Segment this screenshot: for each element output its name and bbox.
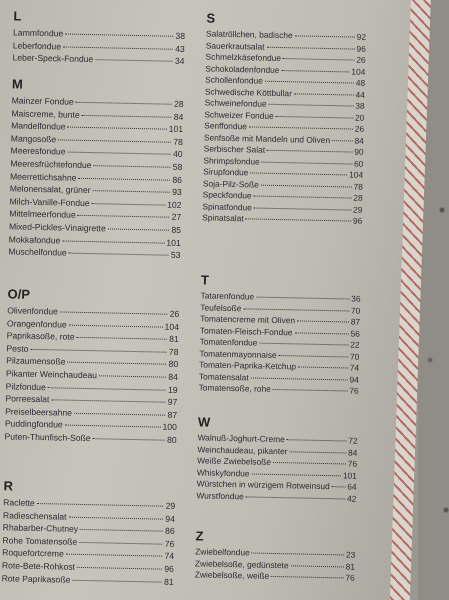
dot-leader xyxy=(243,308,349,311)
entry-name: Orangenfondue xyxy=(6,317,67,330)
dot-leader xyxy=(65,425,161,428)
entry-page-number: 93 xyxy=(172,186,182,198)
dot-leader xyxy=(69,253,169,256)
dot-leader xyxy=(332,486,346,487)
entry-name: Tomaten-Paprika-Ketchup xyxy=(199,359,297,372)
entry-page-number: 38 xyxy=(175,30,186,42)
dot-leader xyxy=(269,104,354,107)
entry-name: Tomatencreme mit Oliven xyxy=(200,313,296,326)
section-letter-heading: W xyxy=(197,414,211,430)
dot-leader xyxy=(261,184,352,187)
entry-name: Melonensalat, grüner xyxy=(9,183,91,196)
entry-page-number: 26 xyxy=(354,123,365,134)
entry-name: Weinchaudeau, pikanter xyxy=(197,443,288,456)
dot-leader xyxy=(290,451,347,453)
entry-name: Maiscreme, bunte xyxy=(11,107,80,120)
dot-leader xyxy=(256,297,349,300)
entry-page-number: 104 xyxy=(164,321,180,332)
entry-name: Wurstfondue xyxy=(196,489,244,501)
entry-page-number: 81 xyxy=(163,576,174,587)
entry-page-number: 80 xyxy=(168,359,179,370)
section-letter-heading: M xyxy=(11,76,23,92)
entry-page-number: 27 xyxy=(171,212,182,223)
entry-page-number: 97 xyxy=(167,396,178,408)
entry-name: Milch-Vanille-Fondue xyxy=(9,196,90,208)
dot-leader xyxy=(281,70,349,72)
entry-page-number: 94 xyxy=(349,374,359,385)
dot-leader xyxy=(78,215,170,218)
entry-page-number: 26 xyxy=(356,54,366,65)
entry-name: Whiskyfondue xyxy=(196,466,250,478)
section-letter-heading: S xyxy=(206,10,216,26)
dot-leader xyxy=(276,115,353,118)
dot-leader xyxy=(266,46,354,49)
entry-page-number: 70 xyxy=(349,351,360,362)
dot-leader xyxy=(294,93,354,95)
entry-page-number: 29 xyxy=(165,500,176,511)
entry-page-number: 96 xyxy=(352,215,363,226)
entry-name: Tomatenfondue xyxy=(199,336,258,348)
dot-leader xyxy=(78,177,170,180)
dot-leader xyxy=(295,35,355,37)
dot-leader xyxy=(79,542,163,545)
entry-page-number: 20 xyxy=(354,112,365,123)
entry-page-number: 78 xyxy=(353,181,364,192)
dot-leader xyxy=(51,399,165,402)
entry-name: Rhabarber-Chutney xyxy=(2,522,79,535)
dot-leader xyxy=(279,355,348,357)
section-letter-heading: L xyxy=(13,8,22,24)
entry-name: Spinatsalat xyxy=(202,212,244,224)
entry-page-number: 72 xyxy=(348,435,358,446)
entry-page-number: 29 xyxy=(353,204,363,215)
entry-name: Raclette xyxy=(3,497,35,508)
dot-leader xyxy=(262,161,352,164)
entry-name: Muschelfondue xyxy=(8,246,67,258)
entry-page-number: 43 xyxy=(175,43,185,54)
dot-leader xyxy=(37,503,164,507)
entry-name: Paprikasoße, rote xyxy=(6,330,75,342)
entry-name: Mokkafondue xyxy=(8,233,61,245)
dot-leader xyxy=(252,553,344,556)
entry-name: Mangosoße xyxy=(10,133,57,145)
dot-leader xyxy=(273,389,348,392)
entry-name: Teufelsoße xyxy=(200,301,242,313)
entry-name: Schollenfondue xyxy=(205,74,263,86)
dot-leader xyxy=(297,320,349,322)
entry-page-number: 87 xyxy=(167,409,178,420)
entry-name: Speckfondue xyxy=(202,189,252,201)
dot-leader xyxy=(92,190,170,193)
dot-leader xyxy=(254,195,352,198)
dot-leader xyxy=(271,576,343,579)
entry-page-number: 86 xyxy=(172,174,183,185)
index-left-column xyxy=(1,8,186,587)
entry-page-number: 96 xyxy=(164,563,174,574)
entry-page-number: 22 xyxy=(350,339,360,350)
dot-leader xyxy=(82,114,172,117)
section-letter-heading: T xyxy=(200,272,210,288)
dot-leader xyxy=(65,34,173,37)
entry-name: Rote Paprikasoße xyxy=(1,572,71,585)
entry-name: Olivenfondue xyxy=(7,305,59,317)
entry-name: Radieschensalat xyxy=(2,509,67,522)
index-section xyxy=(2,478,176,588)
entry-name: Zwiebelsoße, weiße xyxy=(194,569,270,581)
entry-page-number: 23 xyxy=(345,549,356,560)
dot-leader xyxy=(249,126,353,129)
index-entry xyxy=(8,245,180,261)
index-section xyxy=(196,414,358,504)
dot-leader xyxy=(294,332,348,334)
index-section xyxy=(195,528,356,584)
entry-page-number: 87 xyxy=(350,316,361,327)
entry-name: Schweinefondue xyxy=(204,97,267,109)
entry-name: Pilzaumensoße xyxy=(6,355,66,367)
entry-page-number: 48 xyxy=(355,77,366,88)
entry-page-number: 102 xyxy=(167,199,182,210)
dot-leader xyxy=(265,81,354,84)
entry-name: Leberfondue xyxy=(12,40,62,52)
section-letter-heading: O/P xyxy=(7,286,31,302)
entry-page-number: 64 xyxy=(347,481,357,492)
entry-name: Schweizer Fondue xyxy=(204,108,274,121)
entry-name: Pikanter Weinchaudeau xyxy=(5,368,98,381)
index-entry xyxy=(4,430,176,446)
entry-page-number: 92 xyxy=(356,31,367,42)
entry-page-number: 76 xyxy=(345,572,355,583)
entry-name: Mittelmeerfondue xyxy=(9,208,76,221)
dot-leader xyxy=(108,228,170,230)
entry-page-number: 70 xyxy=(350,305,361,316)
entry-page-number: 58 xyxy=(172,161,183,172)
entry-page-number: 78 xyxy=(173,136,183,147)
entry-name: Meeresfondue xyxy=(10,145,66,157)
entry-name: Shrimpsfondue xyxy=(203,154,260,167)
dot-leader xyxy=(291,565,344,567)
dot-leader xyxy=(250,172,347,175)
index-section xyxy=(12,8,185,67)
entry-name: Sirupfondue xyxy=(203,166,249,178)
entry-page-number: 101 xyxy=(168,123,184,135)
dot-leader xyxy=(283,58,354,60)
entry-page-number: 101 xyxy=(166,237,181,248)
entry-page-number: 60 xyxy=(353,158,364,169)
entry-name: Serbischer Salat xyxy=(203,143,266,155)
dot-leader xyxy=(77,337,168,340)
dot-leader xyxy=(254,207,351,210)
index-section xyxy=(202,10,366,227)
dot-leader xyxy=(246,218,351,221)
entry-name: Rohe Tomatensoße xyxy=(2,535,78,547)
section-letter-heading: R xyxy=(3,478,14,494)
dot-leader xyxy=(273,462,346,465)
dot-leader xyxy=(76,102,172,105)
dot-leader xyxy=(246,496,345,499)
entry-page-number: 81 xyxy=(169,333,179,345)
index-entry xyxy=(202,212,362,227)
entry-name: Schmelzkäsefondue xyxy=(205,51,282,64)
entry-name: Walnuß-Joghurt-Creme xyxy=(197,432,285,445)
entry-page-number: 76 xyxy=(349,385,359,396)
entry-page-number: 78 xyxy=(168,346,179,357)
dot-leader xyxy=(298,366,348,368)
entry-name: Puten-Thunfisch-Soße xyxy=(4,431,91,444)
index-entry xyxy=(12,52,184,68)
entry-name: Mainzer Fondue xyxy=(11,95,74,107)
entry-name: Mixed-Pickles-Vinaigrette xyxy=(8,221,106,234)
entry-name: Tomatensoße, rohe xyxy=(198,382,271,394)
entry-page-number: 42 xyxy=(346,493,357,504)
entry-name: Tatarenfondue xyxy=(200,290,255,302)
dot-leader xyxy=(68,516,163,519)
dot-leader xyxy=(99,375,166,377)
entry-page-number: 104 xyxy=(349,169,364,180)
entry-name: Schwedische Köttbullar xyxy=(204,85,293,98)
index-section xyxy=(4,286,179,446)
dot-leader xyxy=(62,240,164,243)
entry-page-number: 40 xyxy=(172,149,183,160)
entry-page-number: 101 xyxy=(342,469,357,481)
entry-name: Sauerkrautsalat xyxy=(205,39,265,52)
index-entry xyxy=(196,490,356,505)
dot-leader xyxy=(259,343,348,346)
entry-page-number: 28 xyxy=(353,192,363,203)
entry-page-number: 28 xyxy=(173,98,184,109)
entry-page-number: 81 xyxy=(345,560,356,572)
entry-name: Rote-Bete-Rohkost xyxy=(1,560,76,572)
index-entry xyxy=(195,569,355,584)
entry-name: Pilzfondue xyxy=(5,380,46,392)
entry-name: Soja-Pilz-Soße xyxy=(202,177,259,190)
entry-page-number: 53 xyxy=(170,249,181,261)
entry-page-number: 76 xyxy=(347,458,358,469)
entry-name: Senfsoße mit Mandeln und Oliven xyxy=(203,131,331,145)
section-letter-heading: Z xyxy=(195,528,204,544)
dot-leader xyxy=(287,439,346,441)
entry-page-number: 84 xyxy=(354,135,364,146)
entry-name: Schokoladenfondue xyxy=(205,62,280,75)
dot-leader xyxy=(80,529,163,532)
entry-name: Weiße Zwiebelsoße xyxy=(197,455,272,467)
dot-leader xyxy=(68,127,167,130)
dot-leader xyxy=(63,46,173,49)
entry-page-number: 26 xyxy=(169,308,180,319)
entry-name: Leber-Speck-Fondue xyxy=(12,52,94,65)
entry-name: Puddingfondue xyxy=(4,418,63,430)
entry-name: Preiselbeersahne xyxy=(5,406,73,418)
dot-leader xyxy=(60,311,168,314)
dot-leader xyxy=(267,150,352,153)
entry-name: Meerrettichsahne xyxy=(9,170,77,183)
entry-page-number: 76 xyxy=(164,538,175,549)
index-section xyxy=(8,76,184,261)
dot-leader xyxy=(251,473,340,476)
entry-name: Spinatfondue xyxy=(202,200,252,212)
dot-leader xyxy=(67,362,166,365)
entry-name: Tomatenmayonnaise xyxy=(199,347,277,360)
entry-page-number: 36 xyxy=(351,293,361,304)
dot-leader xyxy=(77,567,162,570)
entry-page-number: 96 xyxy=(356,43,366,54)
dot-leader xyxy=(72,579,162,582)
dot-leader xyxy=(94,165,171,168)
entry-name: Würstchen in würzigem Rotweinsud xyxy=(196,478,330,492)
dot-leader xyxy=(74,413,166,416)
index-entry xyxy=(199,382,359,397)
entry-name: Roquefortcreme xyxy=(2,547,64,559)
index-section xyxy=(199,272,362,397)
index-entry xyxy=(2,572,174,588)
dot-leader xyxy=(332,140,353,141)
entry-page-number: 94 xyxy=(165,513,176,524)
entry-name: Salatröllchen, badische xyxy=(205,28,293,41)
dot-leader xyxy=(95,59,173,62)
entry-page-number: 104 xyxy=(351,66,366,77)
entry-name: Mandelfondue xyxy=(11,120,66,132)
dot-leader xyxy=(69,324,163,327)
entry-name: Lammfondue xyxy=(12,27,64,39)
dot-leader xyxy=(48,387,166,390)
entry-page-number: 44 xyxy=(355,89,365,100)
entry-page-number: 80 xyxy=(166,434,177,445)
entry-name: Tomaten-Fleisch-Fondue xyxy=(199,324,293,337)
entry-page-number: 74 xyxy=(164,551,175,562)
dot-leader xyxy=(66,554,163,557)
entry-page-number: 85 xyxy=(171,224,182,235)
entry-page-number: 74 xyxy=(349,362,360,373)
dot-leader xyxy=(92,203,166,206)
entry-page-number: 90 xyxy=(354,146,364,157)
entry-page-number: 100 xyxy=(162,421,177,433)
dot-leader xyxy=(93,438,165,441)
entry-name: Senffondue xyxy=(204,120,247,132)
entry-name: Zwiebelsoße, gedünstete xyxy=(194,557,289,570)
dot-leader xyxy=(251,377,348,380)
entry-name: Tomatensalat xyxy=(198,370,249,382)
entry-page-number: 38 xyxy=(355,100,365,111)
entry-name: Pesto xyxy=(6,343,29,354)
entry-name: Porreesalat xyxy=(5,393,50,405)
entry-page-number: 86 xyxy=(165,525,175,537)
entry-page-number: 56 xyxy=(350,328,360,339)
entry-page-number: 84 xyxy=(347,447,358,458)
entry-name: Meeresfrüchtefondue xyxy=(10,158,92,171)
dot-leader xyxy=(58,139,171,142)
entry-name: Zwiebelfondue xyxy=(195,546,250,558)
dot-leader xyxy=(68,152,171,155)
entry-page-number: 84 xyxy=(168,371,179,382)
index-right-column xyxy=(194,10,367,583)
entry-page-number: 19 xyxy=(167,384,178,395)
entry-page-number: 34 xyxy=(174,55,185,67)
dot-leader xyxy=(30,349,166,353)
entry-page-number: 84 xyxy=(173,111,184,122)
